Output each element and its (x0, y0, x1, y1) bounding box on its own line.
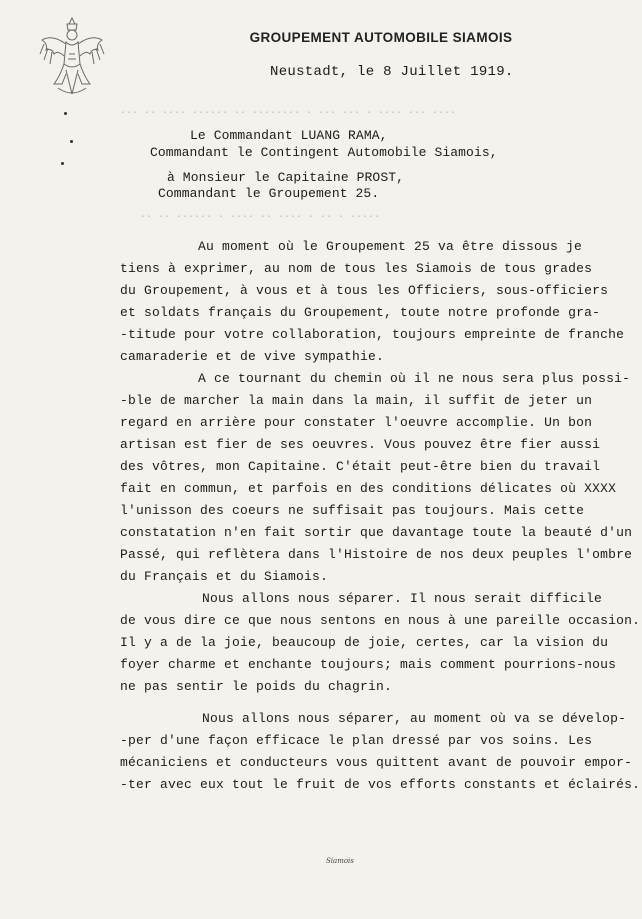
text-line: du Groupement, à vous et à tous les Officiers, sous-officiers (120, 283, 609, 298)
paragraph-3 (120, 588, 642, 698)
recipient-line-1: à Monsieur le Capitaine PROST, (167, 170, 405, 185)
text-line: l'unisson des coeurs ne suffisait pas toujours. Mais cette (120, 503, 585, 518)
text-line: camaraderie et de vive sympathie. (120, 349, 385, 364)
text-line: du Français et du Siamois. (120, 569, 329, 584)
bleed-through-text: ·· ·· ······ · ···· ·· ···· · ·· · ····· (140, 212, 381, 223)
sender-line-1: Le Commandant LUANG RAMA, (190, 128, 388, 143)
text-line: artisan est fier de ses oeuvres. Vous pouvez être fier aussi (120, 437, 601, 452)
letter-body (120, 236, 642, 796)
paragraph-2 (120, 368, 642, 588)
text-line: -per d'une façon efficace le plan dressé par vos soins. Les (120, 733, 593, 748)
organization-heading: GROUPEMENT AUTOMOBILE SIAMOIS (249, 30, 513, 45)
text-line: -titude pour votre collaboration, toujours empreinte de franche (120, 327, 625, 342)
text-line: de vous dire ce que nous sentons en nous à une pareille occasion. (120, 613, 641, 628)
text-line: Au moment où le Groupement 25 va être dissous je (198, 239, 583, 254)
text-line: foyer charme et enchante toujours; mais comment pourrions-nous (120, 657, 617, 672)
sender-line-2: Commandant le Contingent Automobile Siamois, (150, 145, 498, 160)
text-line: ne pas sentir le poids du chagrin. (120, 679, 393, 694)
text-line: mécaniciens et conducteurs vous quittent avant de pouvoir empor- (120, 755, 633, 770)
paragraph-1 (120, 236, 642, 368)
garuda-emblem-icon (36, 14, 108, 100)
text-line: Nous allons nous séparer. Il nous serait difficile (202, 591, 603, 606)
text-line: Nous allons nous séparer, au moment où va se dévelop- (202, 711, 627, 726)
text-line: -ble de marcher la main dans la main, il suffit de jeter un (120, 393, 593, 408)
text-line: Il y a de la joie, beaucoup de joie, certes, car la vision du (120, 635, 609, 650)
handwritten-insert: Siamois (326, 857, 354, 865)
text-line: -ter avec eux tout le fruit de vos efforts constants et éclairés. (120, 777, 641, 792)
ink-mark (64, 112, 67, 115)
text-line: constatation n'en fait sortir que davantage toute la beauté d'un (120, 525, 633, 540)
text-line: tiens à exprimer, au nom de tous les Siamois de tous grades (120, 261, 593, 276)
bleed-through-text: ··· ·· ···· ······ ·· ········ · ··· ··· · ···· ··· ···· (120, 108, 457, 119)
text-line: et soldats français du Groupement, toute notre profonde gra- (120, 305, 601, 320)
text-line: des vôtres, mon Capitaine. C'était peut-être bien du travail (120, 459, 601, 474)
ink-mark (61, 162, 64, 165)
dateline: Neustadt, le 8 Juillet 1919. (270, 64, 514, 80)
text-line: regard en arrière pour constater l'oeuvre accomplie. Un bon (120, 415, 593, 430)
ink-mark (70, 140, 73, 143)
text-line: Passé, qui reflètera dans l'Histoire de nos deux peuples l'ombre (120, 547, 633, 562)
paragraph-4 (120, 708, 642, 796)
recipient-line-2: Commandant le Groupement 25. (158, 186, 380, 201)
text-line: A ce tournant du chemin où il ne nous sera plus possi- (198, 371, 631, 386)
text-line: fait en commun, et parfois en des conditions délicates où XXXX (120, 481, 617, 496)
